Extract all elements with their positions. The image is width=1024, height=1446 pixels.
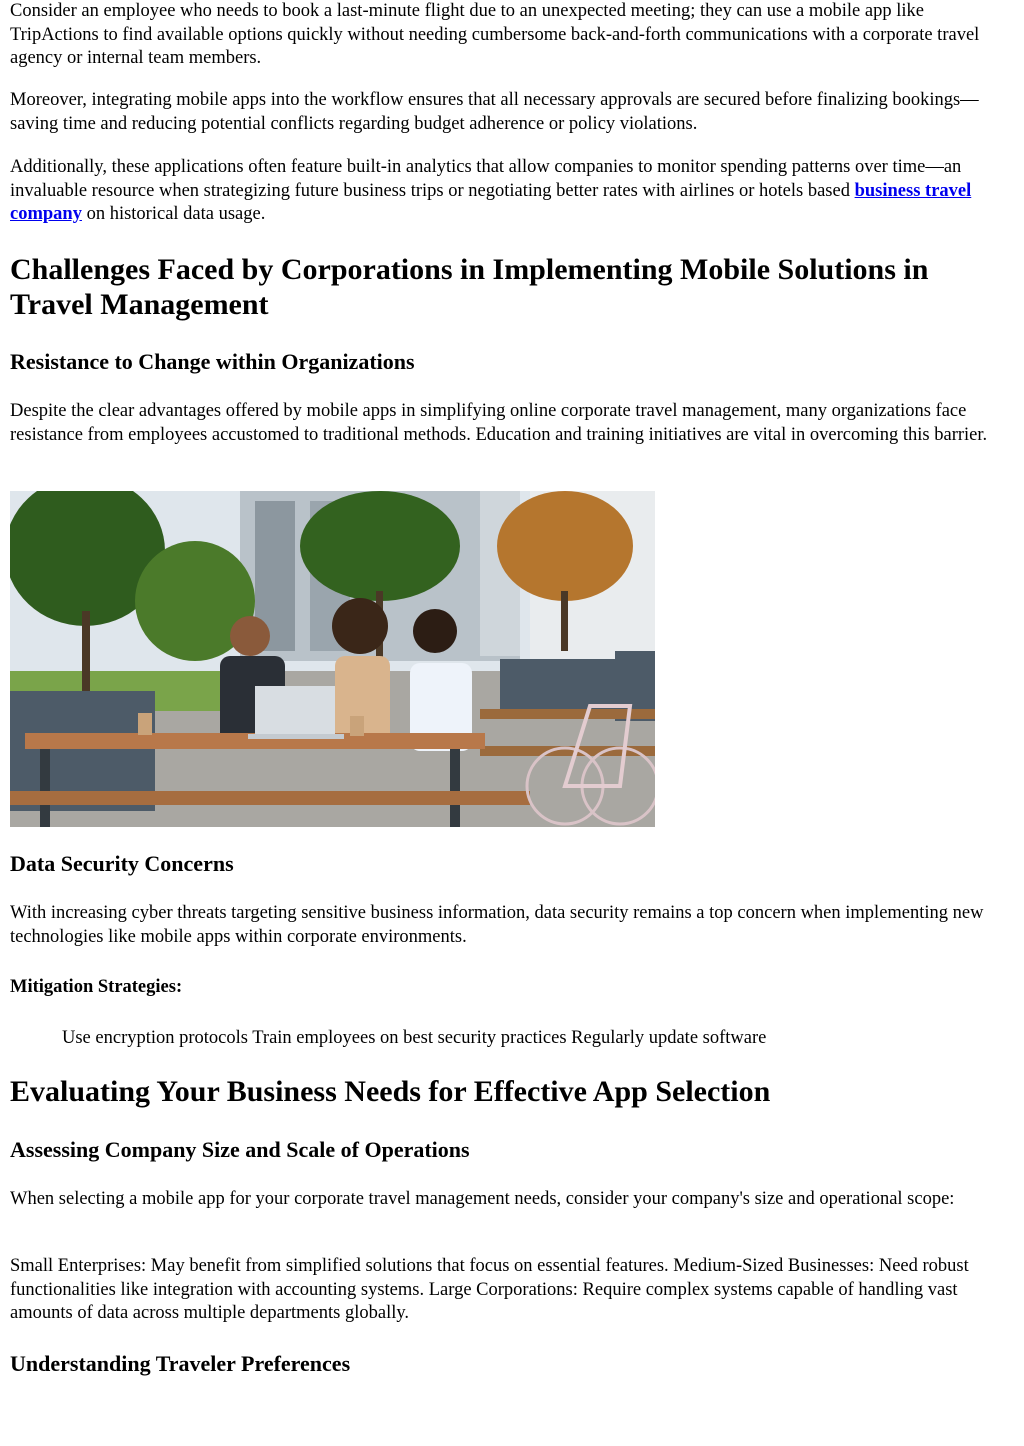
enterprise-types-paragraph: Small Enterprises: May benefit from simplified solutions that focus on essential features. Medium-Sized Businesses: Need robust functionalities like integration with accounting systems. Large Corporations: Require complex systems capable of handling vast amounts of data across multiple departments globally. [10,1256,969,1323]
business-meeting-photo [10,491,655,827]
evaluating-heading: Evaluating Your Business Needs for Effective App Selection [10,1075,771,1108]
company-size-paragraph: When selecting a mobile app for your corporate travel management needs, consider your company's size and operational scope: [10,1189,955,1209]
resistance-heading: Resistance to Change within Organizations [10,349,415,374]
analytics-text-before: Additionally, these applications often feature built-in analytics that allow companies to monitor spending patterns over time—an invaluable resource when strategizing future business trips or negotiating better rates with airlines or hotels based [10,157,962,201]
analytics-paragraph [10,156,1014,227]
business-travel-company-link[interactable]: business travel company [10,180,972,224]
data-security-heading: Data Security Concerns [10,851,234,876]
resistance-paragraph: Despite the clear advantages offered by mobile apps in simplifying online corporate travel management, many organizations face resistance from employees accustomed to traditional methods. Education and training initiatives are vital in overcoming this barrier. [10,401,988,445]
intro-paragraph: Consider an employee who needs to book a last-minute flight due to an unexpected meeting; they can use a mobile app like TripActions to find available options quickly without needing cumbersome back-and-forth communications with a corporate travel agency or internal team members. [10,1,980,68]
challenges-heading: Challenges Faced by Corporations in Implementing Mobile Solutions in Travel Management [10,253,929,321]
analytics-text-after: on historical data usage. [81,204,266,224]
traveler-preferences-heading: Understanding Traveler Preferences [10,1351,351,1376]
mitigation-list: Use encryption protocols Train employees on best security practices Regularly update software [62,1028,767,1048]
mitigation-heading: Mitigation Strategies: [10,977,183,997]
security-paragraph: With increasing cyber threats targeting sensitive business information, data security remains a top concern when implementing new technologies like mobile apps within corporate environments. [10,903,984,947]
assessing-heading: Assessing Company Size and Scale of Operations [10,1137,470,1162]
workflow-paragraph: Moreover, integrating mobile apps into the workflow ensures that all necessary approvals are secured before finalizing bookings—saving time and reducing potential conflicts regarding budget adherence or policy violations. [10,90,979,134]
